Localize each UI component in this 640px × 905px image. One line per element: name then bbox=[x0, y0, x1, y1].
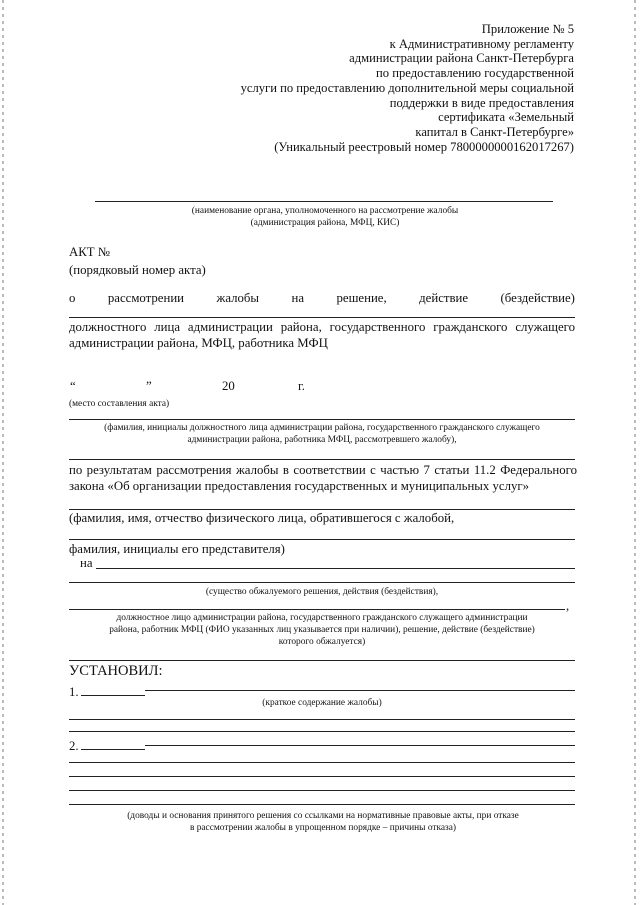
subject-word: (бездействие) bbox=[500, 291, 575, 305]
item-1-number: 1. bbox=[69, 685, 79, 699]
grounds-caption bbox=[60, 810, 586, 834]
subject-field-line[interactable] bbox=[69, 317, 575, 318]
appealed-caption-line: района, работник МФЦ (ФИО указанных лиц указывается при наличии), решение, действие (бездействие) bbox=[109, 625, 535, 635]
item-1-short-line[interactable] bbox=[81, 695, 145, 696]
appealed-field-line[interactable] bbox=[69, 609, 565, 610]
header-line: капитал в Санкт-Петербурге» bbox=[415, 124, 574, 139]
on-label: на bbox=[80, 556, 93, 570]
on-field-line[interactable] bbox=[96, 568, 575, 569]
applicant-caption: (фамилия, имя, отчество физического лица, обратившегося с жалобой, bbox=[69, 511, 455, 525]
official-caption bbox=[65, 422, 579, 446]
header-line: сертификата «Земельный bbox=[438, 110, 574, 125]
summary-field-line[interactable] bbox=[69, 731, 575, 732]
appealed-comma: , bbox=[566, 599, 570, 613]
essence-field-line[interactable] bbox=[69, 582, 575, 583]
appealed-caption bbox=[65, 612, 579, 648]
date-suffix: г. bbox=[298, 379, 306, 393]
subject-word: решение, bbox=[336, 291, 387, 305]
organ-field-line[interactable] bbox=[95, 201, 553, 202]
organ-caption-line: (наименование органа, уполномоченного на рассмотрение жалобы bbox=[191, 206, 459, 216]
date-quote-open: “ bbox=[70, 379, 76, 393]
official-caption-line: (фамилия, инициалы должностного лица администрации района, государственного гражданского служащего bbox=[104, 423, 540, 433]
basis-field-line[interactable] bbox=[69, 459, 575, 460]
subject-word: на bbox=[291, 291, 305, 305]
scan-edge-right bbox=[634, 0, 636, 905]
appendix-header bbox=[154, 22, 574, 154]
header-line: Приложение № 5 bbox=[481, 22, 574, 36]
grounds-caption-line: (доводы и основания принятого решения со ссылками на нормативные правовые акты, при отказе bbox=[127, 811, 519, 821]
act-number-caption: (порядковый номер акта) bbox=[69, 263, 206, 277]
appealed-caption-line: должностное лицо администрации района, государственного гражданского служащего администрации bbox=[116, 613, 528, 623]
basis-text: по результатам рассмотрения жалобы в соответствии с частью 7 статьи 11.2 Федерального закона «Об организации предоставления государственных и муниципальных услуг» bbox=[69, 463, 577, 493]
header-line: администрации района Санкт-Петербурга bbox=[349, 51, 574, 66]
grounds-caption-line: в рассмотрении жалобы в упрощенном порядке – причины отказа) bbox=[189, 823, 457, 833]
subject-word: о bbox=[69, 291, 76, 305]
official-field-line[interactable] bbox=[69, 419, 575, 420]
summary-field-line[interactable] bbox=[69, 719, 575, 720]
grounds-field-line[interactable] bbox=[69, 762, 575, 763]
item-1-field-line[interactable] bbox=[145, 690, 575, 691]
established-heading: УСТАНОВИЛ: bbox=[69, 663, 163, 679]
item-2-short-line[interactable] bbox=[81, 749, 145, 750]
representative-caption: фамилия, инициалы его представителя) bbox=[69, 542, 285, 556]
header-line: к Административному регламенту bbox=[389, 36, 574, 51]
grounds-field-line[interactable] bbox=[69, 776, 575, 777]
representative-field-line[interactable] bbox=[69, 539, 575, 540]
summary-caption: (краткое содержание жалобы) bbox=[262, 698, 382, 708]
established-top-line bbox=[69, 660, 575, 661]
essence-caption: (существо обжалуемого решения, действия (бездействия), bbox=[205, 587, 439, 597]
date-year: 20 bbox=[222, 379, 235, 393]
subject-continuation: должностного лица администрации района, государственного гражданского служащего администрации района, МФЦ, работника МФЦ bbox=[69, 320, 575, 350]
organ-caption-line: (администрация района, МФЦ, КИС) bbox=[250, 218, 400, 228]
subject-word: действие bbox=[419, 291, 469, 305]
act-subject-line bbox=[69, 290, 575, 306]
subject-word: жалобы bbox=[216, 291, 260, 305]
scan-edge-left bbox=[2, 0, 4, 905]
header-line: поддержки в виде предоставления bbox=[389, 95, 574, 110]
header-line: по предоставлению государственной bbox=[376, 66, 574, 81]
date-quote-close: ” bbox=[146, 379, 152, 393]
place-caption: (место составления акта) bbox=[69, 399, 170, 409]
appealed-caption-line: которого обжалуется) bbox=[278, 637, 366, 647]
official-caption-line: администрации района, работника МФЦ, рассмотревшего жалобу), bbox=[187, 435, 457, 445]
header-line: услуги по предоставлению дополнительной меры социальной bbox=[240, 80, 574, 95]
item-2-field-line[interactable] bbox=[145, 745, 575, 746]
subject-word: рассмотрении bbox=[107, 291, 185, 305]
header-line: (Уникальный реестровый номер 7800000000162017267) bbox=[274, 139, 574, 154]
item-2-number: 2. bbox=[69, 739, 79, 753]
grounds-field-line[interactable] bbox=[69, 804, 575, 805]
organ-caption bbox=[90, 205, 560, 229]
grounds-field-line[interactable] bbox=[69, 790, 575, 791]
act-title: АКТ № bbox=[69, 245, 111, 259]
